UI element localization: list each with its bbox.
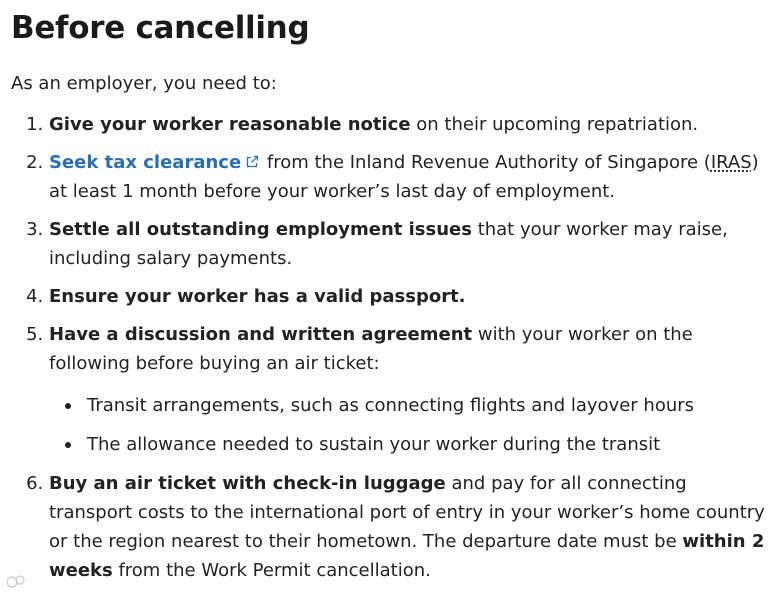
step-5-bold: Have a discussion and written agreement [49,324,473,345]
external-link-icon [245,155,259,169]
content-section [11,0,771,594]
step-item-1 [49,110,771,139]
step-item-3 [49,215,771,273]
step-1-bold: Give your worker reasonable notice [49,114,411,135]
step-item-4 [49,282,771,311]
step-4-bold: Ensure your worker has a valid passport. [49,286,466,307]
bullet-item: Transit arrangements, such as connecting flights and layover hours [87,391,771,420]
intro-text: As an employer, you need to: [11,73,277,94]
seek-tax-clearance-link-text: Seek tax clearance [49,152,242,173]
step-1-text: on their upcoming repatriation. [410,114,699,135]
step-item-6 [49,469,771,585]
step-2-text-before: from the Inland Revenue Authority of Singapore ( [261,152,711,173]
step-5-bullet-list [49,391,771,459]
step-3-text: that your worker may raise, including salary payments. [49,219,728,269]
seek-tax-clearance-link[interactable] [49,152,261,173]
steps-list [11,110,771,585]
step-2-text-after: ) at least 1 month before your worker’s last day of employment. [49,152,759,202]
bullet-item: The allowance needed to sustain your worker during the transit [87,430,771,459]
iras-abbreviation[interactable]: IRAS [710,152,752,173]
step-5-text: with your worker on the following before buying an air ticket: [49,324,693,374]
step-6-text: and pay for all connecting transport costs to the international port of entry in your worker’s home country or the region nearest to their hometown. The departure date must be [49,473,765,552]
step-6-bold-deadline: within 2 weeks [49,531,765,581]
step-item-2 [49,148,771,206]
section-heading: Before cancelling [11,10,310,46]
step-6-bold: Buy an air ticket with check-in luggage [49,473,446,494]
step-item-5 [49,320,771,459]
step-3-bold: Settle all outstanding employment issues [49,219,472,240]
step-6-text-end: from the Work Permit cancellation. [112,560,431,581]
